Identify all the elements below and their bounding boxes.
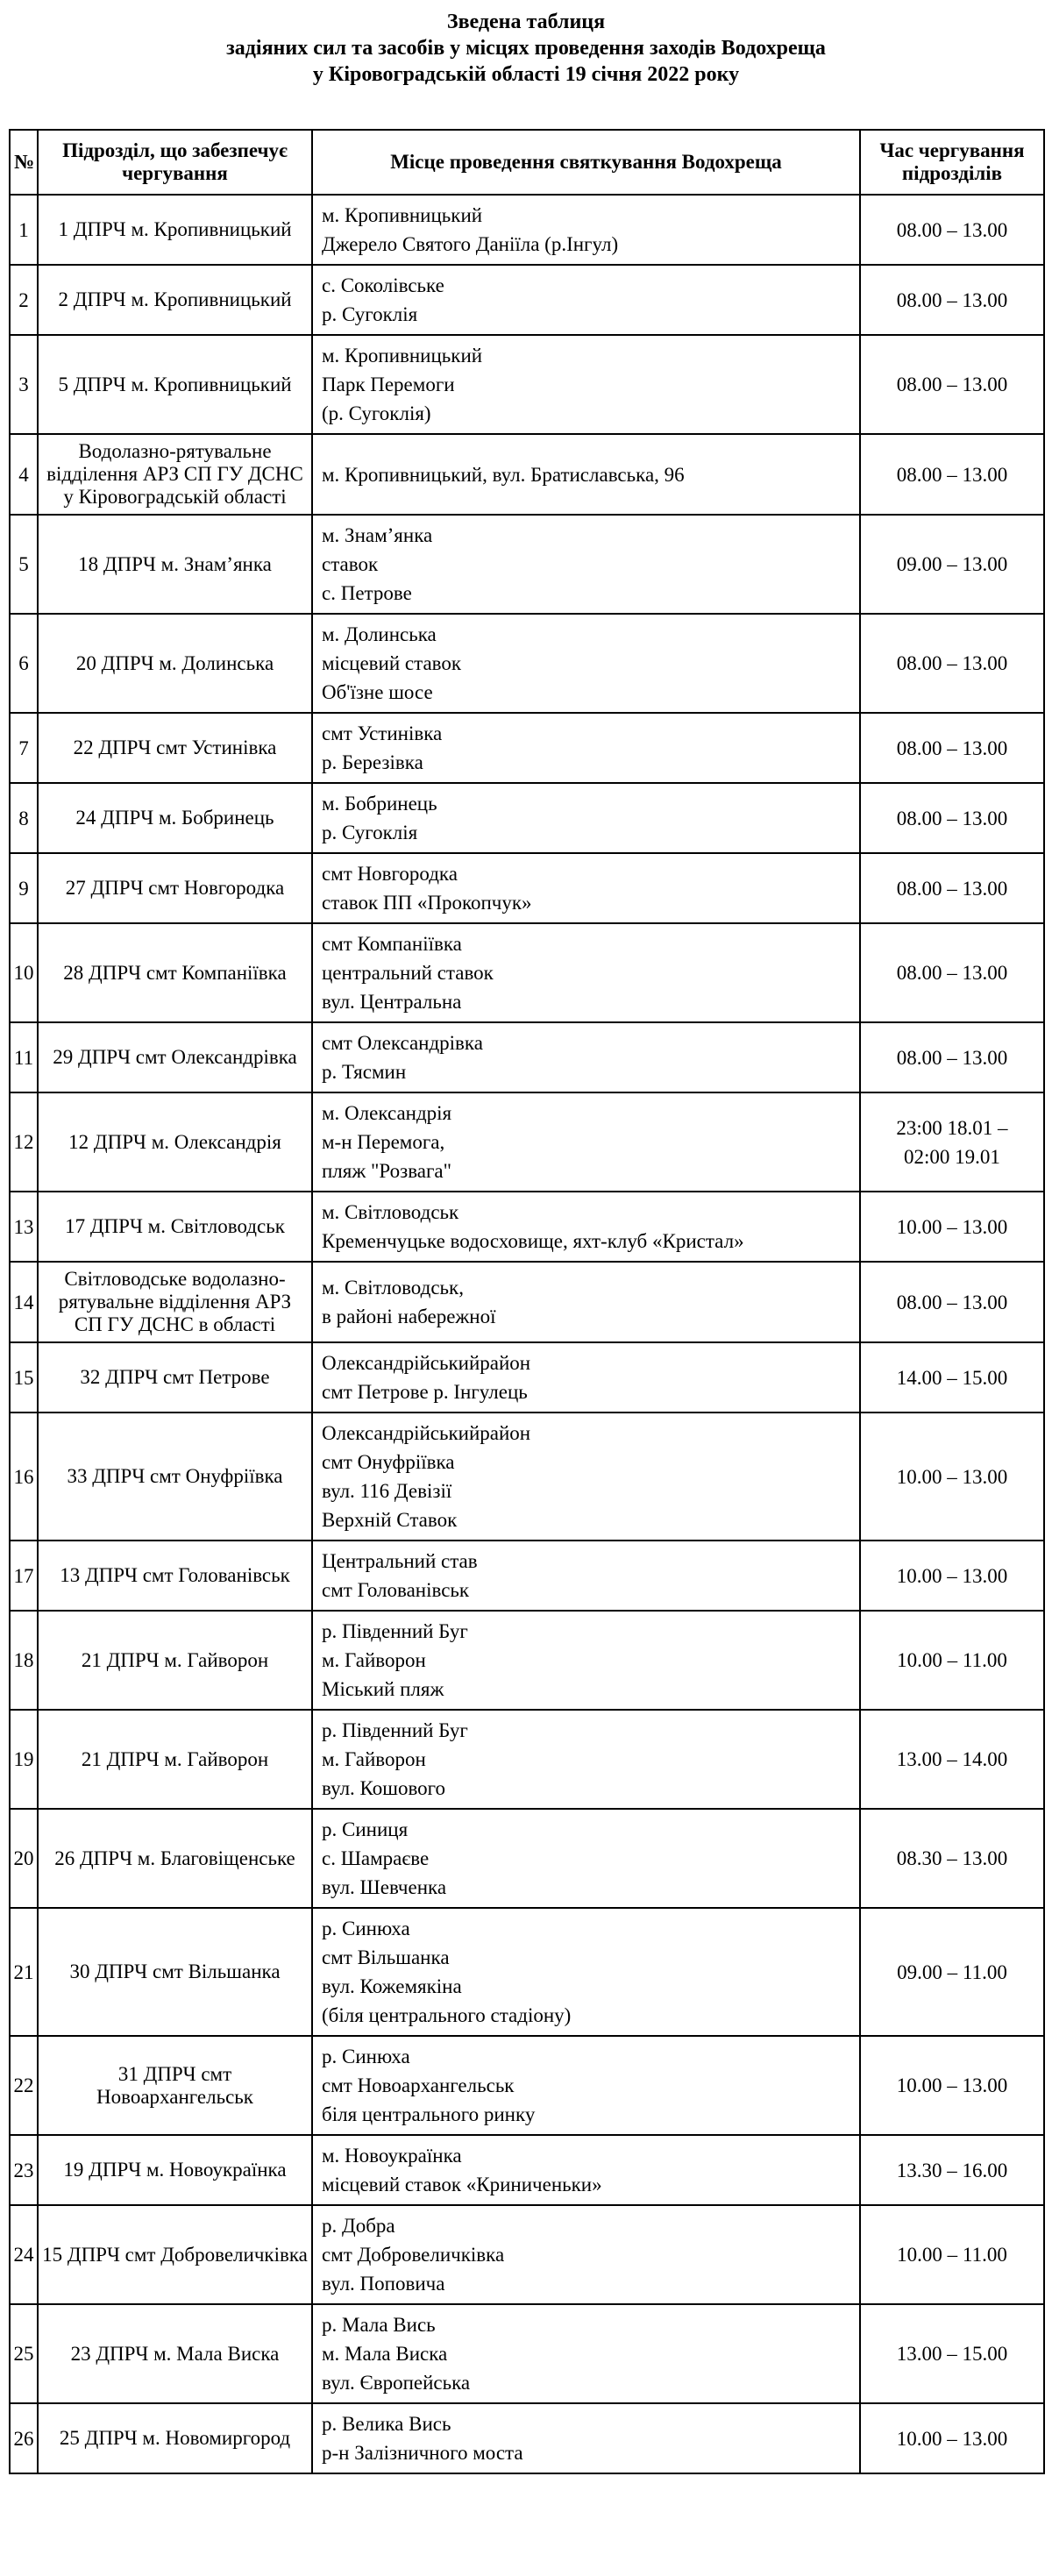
place-line: р. Мала Вись: [322, 2314, 436, 2336]
unit-cell: 30 ДПРЧ смт Вільшанка: [38, 1908, 312, 2036]
place-line: м. Долинська: [322, 623, 437, 645]
time-line: 08.00 – 13.00: [896, 218, 1008, 241]
row-number: 2: [10, 265, 38, 335]
place-cell: [312, 195, 860, 265]
time-line: 08.00 – 13.00: [896, 1291, 1008, 1313]
time-line: 08.00 – 13.00: [896, 463, 1008, 486]
unit-cell: 27 ДПРЧ смт Новгородка: [38, 853, 312, 923]
duty-table: [9, 129, 1045, 2474]
unit-cell: 22 ДПРЧ смт Устинівка: [38, 713, 312, 783]
place-cell: [312, 335, 860, 434]
time-cell: [860, 783, 1044, 853]
time-line: 08.00 – 13.00: [896, 737, 1008, 759]
place-line: р. Синюха: [322, 2046, 410, 2067]
time-line: 08.00 – 13.00: [896, 962, 1008, 984]
time-cell: [860, 335, 1044, 434]
time-cell: [860, 2036, 1044, 2135]
place-cell: [312, 1908, 860, 2036]
table-row: [10, 2403, 1044, 2473]
place-line: Центральний став: [322, 1550, 478, 1572]
table-row: [10, 853, 1044, 923]
place-line: с. Петрове: [322, 582, 412, 604]
row-number: 16: [10, 1413, 38, 1541]
table-row: [10, 1710, 1044, 1809]
place-cell: [312, 2135, 860, 2205]
place-cell: [312, 1092, 860, 1192]
time-line: 10.00 – 13.00: [896, 1465, 1008, 1488]
place-line: м-н Перемога,: [322, 1131, 445, 1153]
time-cell: [860, 434, 1044, 515]
table-row: [10, 1541, 1044, 1611]
time-line: 08.00 – 13.00: [896, 877, 1008, 900]
place-line: м. Кропивницький: [322, 204, 483, 226]
row-number: 23: [10, 2135, 38, 2205]
time-line: 08.00 – 13.00: [896, 288, 1008, 311]
table-row: [10, 1342, 1044, 1413]
time-cell: [860, 1342, 1044, 1413]
row-number: 5: [10, 515, 38, 614]
time-cell: [860, 1710, 1044, 1809]
row-number: 17: [10, 1541, 38, 1611]
time-line: 08.00 – 13.00: [896, 807, 1008, 829]
place-line: смт Голованівськ: [322, 1579, 470, 1601]
place-line: смт Компаніївка: [322, 933, 462, 955]
table-header-row: [10, 130, 1044, 195]
place-line: Олександрійськийрайон: [322, 1422, 531, 1444]
place-line: місцевий ставок «Криниченьки»: [322, 2174, 602, 2195]
time-line: 10.00 – 11.00: [897, 2244, 1007, 2266]
place-line: м. Мала Виска: [322, 2343, 448, 2365]
place-line: р. Велика Вись: [322, 2413, 451, 2435]
place-line: смт Вільшанка: [322, 1946, 450, 1968]
place-cell: [312, 265, 860, 335]
place-line: центральний ставок: [322, 962, 494, 984]
row-number: 25: [10, 2304, 38, 2403]
place-line: р. Південний Буг: [322, 1620, 468, 1642]
place-line: вул. Європейська: [322, 2372, 471, 2394]
row-number: 15: [10, 1342, 38, 1413]
place-line: м. Світловодськ,: [322, 1277, 464, 1299]
place-line: в районі набережної: [322, 1306, 496, 1327]
table-row: [10, 265, 1044, 335]
row-number: 7: [10, 713, 38, 783]
place-line: смт Петрове р. Інгулець: [322, 1381, 528, 1403]
time-cell: [860, 614, 1044, 713]
time-cell: [860, 713, 1044, 783]
unit-cell: 20 ДПРЧ м. Долинська: [38, 614, 312, 713]
place-cell: [312, 1022, 860, 1092]
time-line: 10.00 – 13.00: [896, 1215, 1008, 1238]
unit-cell: 2 ДПРЧ м. Кропивницький: [38, 265, 312, 335]
place-line: Джерело Святого Даніїла (р.Інгул): [322, 233, 619, 255]
place-line: вул. Кошового: [322, 1777, 446, 1799]
place-cell: [312, 2036, 860, 2135]
place-cell: [312, 515, 860, 614]
unit-cell: 13 ДПРЧ смт Голованівськ: [38, 1541, 312, 1611]
table-row: [10, 1809, 1044, 1908]
place-line: м. Знам’янка: [322, 524, 433, 546]
row-number: 20: [10, 1809, 38, 1908]
unit-cell: 32 ДПРЧ смт Петрове: [38, 1342, 312, 1413]
title-line: у Кіровоградській області 19 січня 2022 року: [312, 63, 740, 86]
unit-cell: Світловодське водолазно-рятувальне відділення АРЗ СП ГУ ДСНС в області: [38, 1262, 312, 1342]
table-row: [10, 2304, 1044, 2403]
table-row: [10, 1022, 1044, 1092]
time-cell: [860, 1809, 1044, 1908]
place-line: м. Кропивницький, вул. Братиславська, 96: [322, 463, 685, 486]
time-line: 02:00 19.01: [904, 1145, 1000, 1168]
row-number: 6: [10, 614, 38, 713]
time-line: 23:00 18.01 –: [896, 1116, 1008, 1139]
row-number: 21: [10, 1908, 38, 2036]
unit-cell: 15 ДПРЧ смт Добровеличківка: [38, 2205, 312, 2304]
table-row: [10, 1262, 1044, 1342]
place-cell: [312, 1192, 860, 1262]
place-cell: [312, 2403, 860, 2473]
time-cell: [860, 515, 1044, 614]
header-place: Місце проведення святкування Водохреща: [312, 130, 860, 195]
place-line: м. Кропивницький: [322, 345, 483, 366]
place-line: ставок ПП «Прокопчук»: [322, 892, 532, 914]
place-line: м. Бобринець: [322, 793, 437, 815]
place-line: м. Гайворон: [322, 1748, 426, 1770]
table-row: [10, 1908, 1044, 2036]
unit-cell: 19 ДПРЧ м. Новоукраїнка: [38, 2135, 312, 2205]
time-line: 09.00 – 11.00: [897, 1960, 1007, 1983]
place-line: смт Олександрівка: [322, 1032, 483, 1054]
title-line: задіяних сил та засобів у місцях проведення заходів Водохреща: [226, 37, 826, 60]
place-line: с. Соколівське: [322, 274, 444, 296]
unit-cell: 25 ДПРЧ м. Новомиргород: [38, 2403, 312, 2473]
row-number: 9: [10, 853, 38, 923]
table-row: [10, 335, 1044, 434]
place-cell: [312, 434, 860, 515]
time-line: 08.00 – 13.00: [896, 374, 1008, 395]
place-line: р. Сугоклія: [322, 303, 418, 325]
row-number: 1: [10, 195, 38, 265]
time-cell: [860, 2304, 1044, 2403]
table-row: [10, 923, 1044, 1022]
time-line: 08.30 – 13.00: [896, 1847, 1008, 1869]
time-cell: [860, 1908, 1044, 2036]
place-cell: [312, 1611, 860, 1710]
time-line: 10.00 – 13.00: [896, 1564, 1008, 1587]
place-line: пляж "Розвага": [322, 1160, 451, 1182]
unit-cell: 28 ДПРЧ смт Компаніївка: [38, 923, 312, 1022]
time-cell: [860, 195, 1044, 265]
unit-cell: 17 ДПРЧ м. Світловодськ: [38, 1192, 312, 1262]
unit-cell: 5 ДПРЧ м. Кропивницький: [38, 335, 312, 434]
time-cell: [860, 1413, 1044, 1541]
place-line: смт Новгородка: [322, 863, 458, 885]
place-line: р. Березівка: [322, 751, 423, 773]
place-cell: [312, 1262, 860, 1342]
table-row: [10, 1192, 1044, 1262]
time-line: 10.00 – 13.00: [896, 2074, 1008, 2096]
place-line: р. Добра: [322, 2215, 395, 2237]
unit-cell: 26 ДПРЧ м. Благовіщенське: [38, 1809, 312, 1908]
place-line: р. Південний Буг: [322, 1719, 468, 1741]
header-unit: Підрозділ, що забезпечує чергування: [38, 130, 312, 195]
table-row: [10, 1413, 1044, 1541]
row-number: 26: [10, 2403, 38, 2473]
time-line: 13.30 – 16.00: [896, 2159, 1008, 2181]
row-number: 18: [10, 1611, 38, 1710]
place-line: м. Світловодськ: [322, 1201, 459, 1223]
place-line: місцевий ставок: [322, 652, 462, 674]
row-number: 24: [10, 2205, 38, 2304]
header-time: Час чергування підрозділів: [860, 130, 1044, 195]
time-cell: [860, 923, 1044, 1022]
unit-cell: 21 ДПРЧ м. Гайворон: [38, 1710, 312, 1809]
time-line: 09.00 – 13.00: [896, 553, 1008, 575]
time-cell: [860, 1022, 1044, 1092]
time-line: 13.00 – 15.00: [896, 2343, 1008, 2365]
table-row: [10, 2135, 1044, 2205]
place-line: м. Новоукраїнка: [322, 2145, 462, 2167]
place-line: вул. 116 Девізії: [322, 1480, 452, 1502]
table-row: [10, 434, 1044, 515]
place-line: р. Синиця: [322, 1818, 409, 1840]
time-cell: [860, 1192, 1044, 1262]
table-row: [10, 713, 1044, 783]
place-cell: [312, 1710, 860, 1809]
place-line: Верхній Ставок: [322, 1509, 458, 1531]
row-number: 11: [10, 1022, 38, 1092]
unit-cell: 1 ДПРЧ м. Кропивницький: [38, 195, 312, 265]
place-line: Парк Перемоги: [322, 374, 455, 395]
place-cell: [312, 853, 860, 923]
place-line: смт Устинівка: [322, 722, 443, 744]
place-line: Олександрійськийрайон: [322, 1352, 531, 1374]
place-cell: [312, 2304, 860, 2403]
place-line: ставок: [322, 553, 379, 575]
time-cell: [860, 1541, 1044, 1611]
table-row: [10, 1092, 1044, 1192]
place-line: вул. Шевченка: [322, 1876, 447, 1898]
time-cell: [860, 265, 1044, 335]
time-cell: [860, 2205, 1044, 2304]
row-number: 4: [10, 434, 38, 515]
place-line: р. Тясмин: [322, 1061, 407, 1083]
unit-cell: Водолазно-рятувальне відділення АРЗ СП ГУ ДСНС у Кіровоградській області: [38, 434, 312, 515]
time-cell: [860, 2135, 1044, 2205]
unit-cell: 31 ДПРЧ смт Новоархангельськ: [38, 2036, 312, 2135]
place-line: смт Добровеличківка: [322, 2244, 505, 2266]
place-cell: [312, 614, 860, 713]
table-row: [10, 195, 1044, 265]
unit-cell: 23 ДПРЧ м. Мала Виска: [38, 2304, 312, 2403]
time-cell: [860, 853, 1044, 923]
time-cell: [860, 1611, 1044, 1710]
time-line: 08.00 – 13.00: [896, 652, 1008, 674]
place-cell: [312, 923, 860, 1022]
place-cell: [312, 783, 860, 853]
row-number: 10: [10, 923, 38, 1022]
place-cell: [312, 1541, 860, 1611]
row-number: 14: [10, 1262, 38, 1342]
place-line: м. Олександрія: [322, 1102, 452, 1124]
table-body: [10, 195, 1044, 2473]
table-row: [10, 1611, 1044, 1710]
time-cell: [860, 1092, 1044, 1192]
row-number: 19: [10, 1710, 38, 1809]
table-row: [10, 2205, 1044, 2304]
place-line: (р. Сугоклія): [322, 402, 431, 424]
row-number: 8: [10, 783, 38, 853]
place-line: Об'їзне шосе: [322, 681, 433, 703]
table-row: [10, 614, 1044, 713]
unit-cell: 21 ДПРЧ м. Гайворон: [38, 1611, 312, 1710]
place-line: Міський пляж: [322, 1678, 444, 1700]
place-line: (біля центрального стадіону): [322, 2004, 572, 2026]
place-line: с. Шамраєве: [322, 1847, 430, 1869]
row-number: 12: [10, 1092, 38, 1192]
place-cell: [312, 1342, 860, 1413]
document-title: [0, 9, 1052, 88]
unit-cell: 29 ДПРЧ смт Олександрівка: [38, 1022, 312, 1092]
header-num: №: [10, 130, 38, 195]
place-line: р-н Залізничного моста: [322, 2442, 523, 2464]
place-line: вул. Поповича: [322, 2273, 445, 2295]
place-cell: [312, 1413, 860, 1541]
place-line: вул. Центральна: [322, 991, 462, 1013]
table-row: [10, 515, 1044, 614]
time-line: 10.00 – 13.00: [896, 2427, 1008, 2450]
time-line: 14.00 – 15.00: [896, 1366, 1008, 1389]
place-cell: [312, 713, 860, 783]
place-cell: [312, 2205, 860, 2304]
place-line: р. Синюха: [322, 1918, 410, 1939]
row-number: 22: [10, 2036, 38, 2135]
place-line: р. Сугоклія: [322, 822, 418, 843]
time-line: 08.00 – 13.00: [896, 1046, 1008, 1069]
unit-cell: 12 ДПРЧ м. Олександрія: [38, 1092, 312, 1192]
time-cell: [860, 1262, 1044, 1342]
place-line: смт Онуфріївка: [322, 1451, 455, 1473]
table-row: [10, 783, 1044, 853]
unit-cell: 24 ДПРЧ м. Бобринець: [38, 783, 312, 853]
place-line: м. Гайворон: [322, 1649, 426, 1671]
unit-cell: 18 ДПРЧ м. Знам’янка: [38, 515, 312, 614]
time-line: 10.00 – 11.00: [897, 1649, 1007, 1671]
place-cell: [312, 1809, 860, 1908]
place-line: Кременчуцьке водосховище, яхт-клуб «Кристал»: [322, 1230, 744, 1252]
row-number: 3: [10, 335, 38, 434]
place-line: вул. Кожемякіна: [322, 1975, 462, 1997]
row-number: 13: [10, 1192, 38, 1262]
place-line: смт Новоархангельськ: [322, 2074, 515, 2096]
time-line: 13.00 – 14.00: [896, 1748, 1008, 1770]
unit-cell: 33 ДПРЧ смт Онуфріївка: [38, 1413, 312, 1541]
time-cell: [860, 2403, 1044, 2473]
place-line: біля центрального ринку: [322, 2103, 536, 2125]
title-line: Зведена таблиця: [446, 11, 606, 33]
table-row: [10, 2036, 1044, 2135]
